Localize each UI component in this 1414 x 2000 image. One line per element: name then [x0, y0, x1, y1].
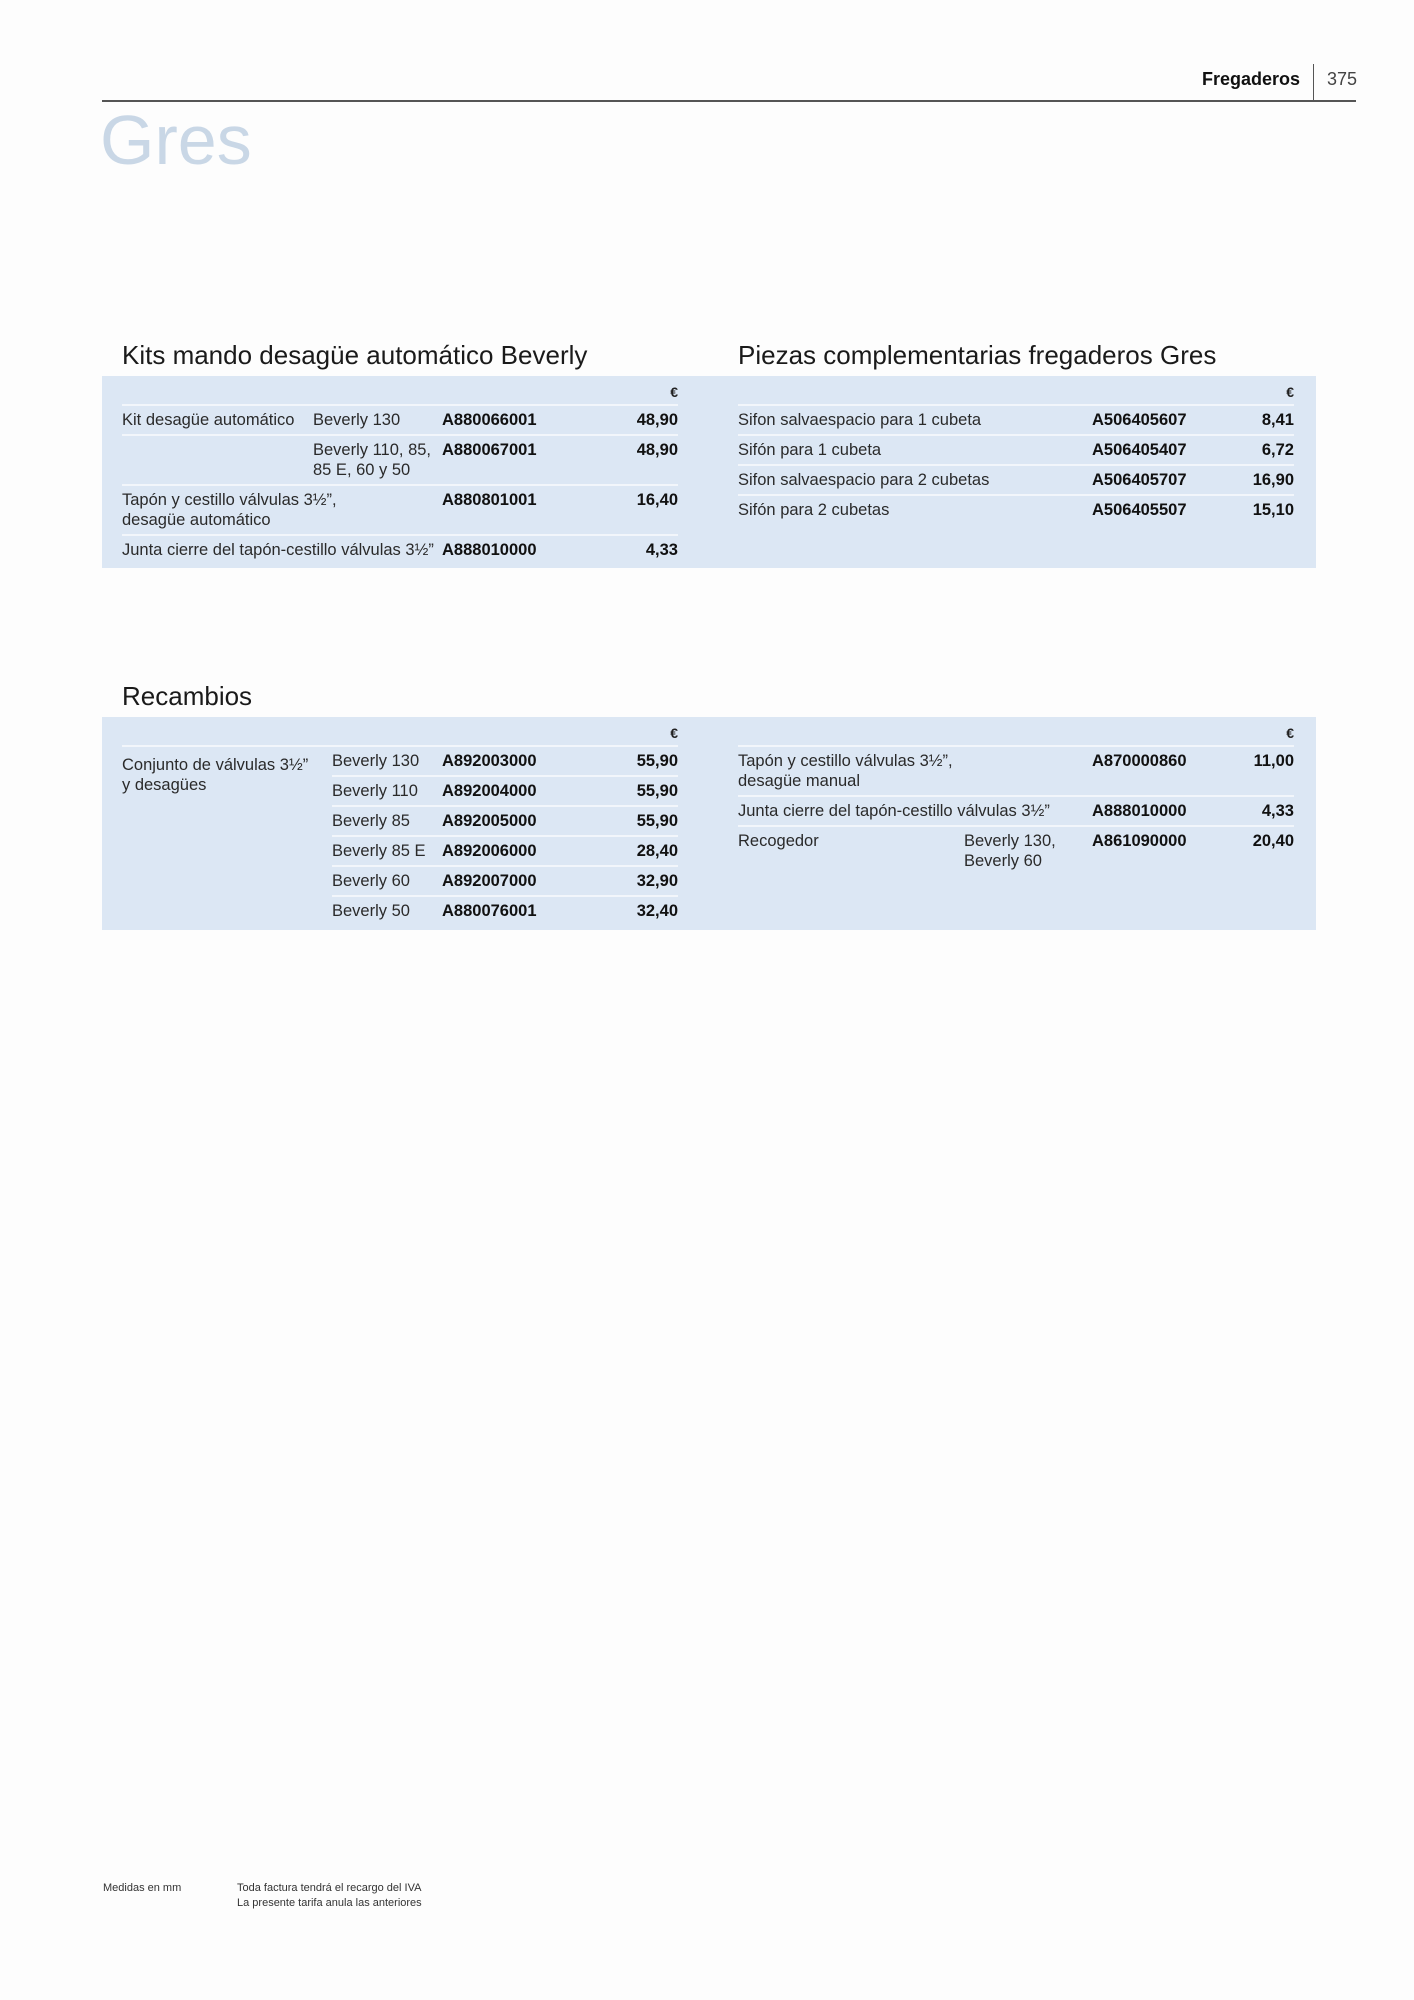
row-description: Junta cierre del tapón-cestillo válvulas 3½”	[738, 802, 1050, 820]
row-description: Sifón para 1 cubeta	[738, 441, 882, 459]
row-price: 55,90	[636, 812, 678, 830]
header-separator	[1313, 64, 1314, 102]
row-price: 11,00	[1253, 752, 1294, 770]
row-description: Tapón y cestillo válvulas 3½”, desagüe manual	[738, 752, 953, 790]
row-model: Beverly 85	[332, 812, 410, 830]
header-rule	[102, 100, 1356, 102]
table-row	[122, 486, 678, 536]
table-row	[738, 436, 1294, 466]
table-row	[122, 436, 678, 486]
footer-note-iva: Toda factura tendrá el recargo del IVA	[237, 1882, 422, 1894]
row-price: 28,40	[636, 842, 678, 860]
currency-header: €	[670, 384, 678, 400]
row-model: Beverly 130	[313, 411, 401, 429]
row-description: Recogedor	[738, 832, 819, 850]
row-price: 48,90	[636, 441, 678, 459]
page-title: Gres	[100, 101, 252, 179]
row-code: A892003000	[442, 752, 537, 770]
group-description: Conjunto de válvulas 3½” y desagües	[122, 756, 309, 794]
row-model: Beverly 85 E	[332, 842, 426, 860]
row-code: A880076001	[442, 902, 537, 920]
row-price: 32,40	[636, 902, 678, 920]
table-row	[122, 406, 678, 436]
row-code: A888010000	[442, 541, 537, 559]
table-row	[738, 406, 1294, 436]
table-row	[738, 827, 1294, 877]
row-code: A892004000	[442, 782, 537, 800]
row-model: Beverly 110	[332, 782, 418, 800]
table-row	[738, 496, 1294, 526]
row-price: 16,90	[1252, 471, 1294, 489]
row-description: Sifon salvaespacio para 2 cubetas	[738, 471, 990, 489]
row-code: A892007000	[442, 872, 537, 890]
row-code: A506405507	[1092, 501, 1187, 519]
row-code: A506405607	[1092, 411, 1187, 429]
row-price: 15,10	[1252, 501, 1294, 519]
row-price: 6,72	[1261, 441, 1294, 459]
recambios-heading: Recambios	[122, 681, 253, 711]
piezas-table	[738, 376, 1294, 526]
footer-notes	[237, 1881, 422, 1911]
row-description: Sifón para 2 cubetas	[738, 501, 890, 519]
table-row	[738, 797, 1294, 827]
row-code: A861090000	[1092, 832, 1187, 850]
row-price: 16,40	[636, 491, 678, 509]
table-row	[122, 536, 678, 566]
row-code: A880067001	[442, 441, 537, 459]
row-price: 20,40	[1252, 832, 1294, 850]
row-price: 48,90	[636, 411, 678, 429]
piezas-heading: Piezas complementarias fregaderos Gres	[738, 340, 1217, 370]
row-description: Tapón y cestillo válvulas 3½”, desagüe automático	[122, 491, 337, 529]
currency-header: €	[670, 725, 678, 741]
row-price: 55,90	[636, 782, 678, 800]
recambios-left-table	[122, 717, 678, 927]
row-model: Beverly 50	[332, 902, 410, 920]
row-code: A870000860	[1092, 752, 1187, 770]
kits-heading: Kits mando desagüe automático Beverly	[122, 340, 588, 370]
row-code: A506405707	[1092, 471, 1187, 489]
table-row	[332, 867, 678, 897]
table-row	[332, 747, 678, 777]
kits-table	[122, 376, 678, 566]
row-model: Beverly 130, Beverly 60	[964, 832, 1056, 870]
row-price: 32,90	[636, 872, 678, 890]
row-code: A880801001	[442, 491, 537, 509]
row-code: A880066001	[442, 411, 537, 429]
row-model: Beverly 60	[332, 872, 410, 890]
recambios-right-table	[738, 717, 1294, 877]
table-row	[332, 807, 678, 837]
row-code: A892005000	[442, 812, 537, 830]
section-name: Fregaderos	[1201, 69, 1300, 89]
row-code: A888010000	[1092, 802, 1187, 820]
row-price: 55,90	[636, 752, 678, 770]
row-description: Kit desagüe automático	[122, 411, 295, 429]
row-code: A506405407	[1092, 441, 1187, 459]
table-row	[332, 837, 678, 867]
row-description: Sifon salvaespacio para 1 cubeta	[738, 411, 982, 429]
table-row	[332, 777, 678, 807]
currency-header: €	[1286, 384, 1294, 400]
table-row	[332, 897, 678, 927]
row-model: Beverly 130	[332, 752, 420, 770]
row-price: 4,33	[1261, 802, 1294, 820]
currency-header: €	[1286, 725, 1294, 741]
row-code: A892006000	[442, 842, 537, 860]
page-number: 375	[1327, 69, 1358, 89]
footer-note-tariff: La presente tarifa anula las anteriores	[237, 1897, 422, 1909]
row-description: Junta cierre del tapón-cestillo válvulas 3½”	[122, 541, 434, 559]
footer-units: Medidas en mm	[103, 1882, 182, 1894]
row-price: 8,41	[1261, 411, 1294, 429]
table-row	[738, 466, 1294, 496]
row-model: Beverly 110, 85, 85 E, 60 y 50	[313, 441, 432, 479]
row-price: 4,33	[645, 541, 678, 559]
table-row	[738, 747, 1294, 797]
